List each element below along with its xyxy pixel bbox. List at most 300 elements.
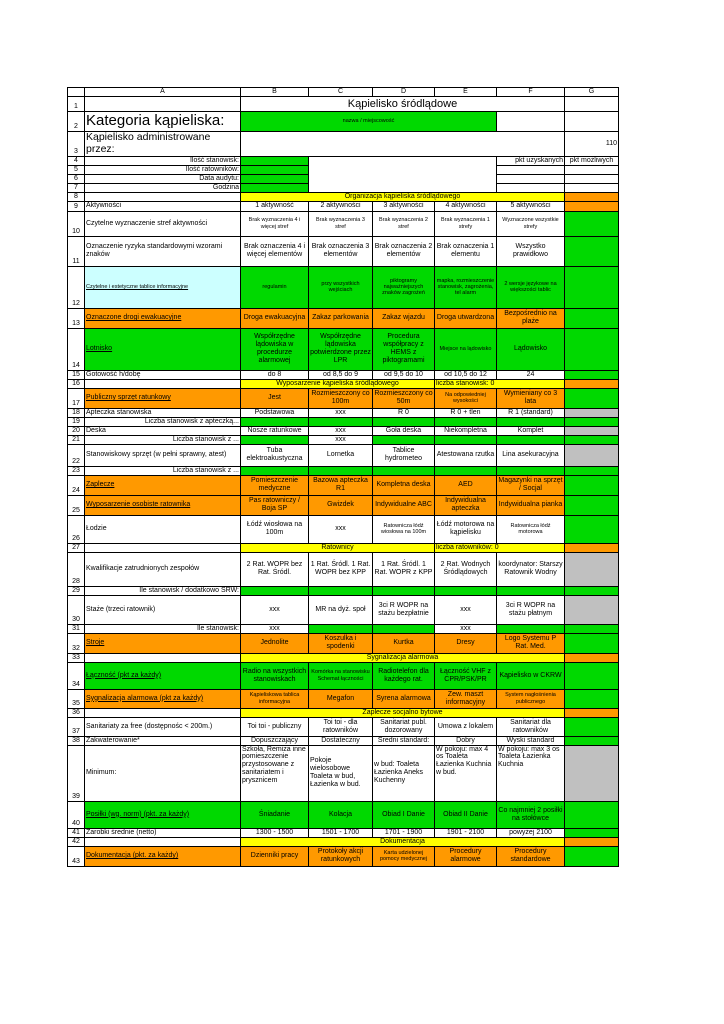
count-label[interactable]: Liczba stanowisk z apteczką...	[85, 417, 241, 426]
option-cell[interactable]: Toi toi - publiczny	[241, 717, 309, 736]
col-header-f[interactable]: F	[497, 88, 565, 97]
option-cell[interactable]: Łódź motorowa na kąpielisku	[435, 515, 497, 543]
option-cell[interactable]: 1300 - 1500	[241, 828, 309, 837]
score-cell[interactable]	[565, 624, 619, 633]
row-number[interactable]: 12	[68, 266, 85, 308]
cell-a36[interactable]	[85, 708, 241, 717]
criterion-label[interactable]: Sygnalizacja alarmowa (pkt za każdy)	[85, 689, 241, 708]
option-cell[interactable]: Protokoły akcji ratunkowych	[309, 846, 373, 866]
row-number[interactable]: 21	[68, 435, 85, 444]
row-number[interactable]: 32	[68, 633, 85, 653]
row-number[interactable]: 14	[68, 328, 85, 370]
option-cell[interactable]: Nosze ratunkowe	[241, 426, 309, 435]
lifeguards-count[interactable]: liczba ratowników: 0	[435, 543, 565, 552]
points-possible-label[interactable]: pkt możliwych	[565, 156, 619, 165]
option-cell[interactable]: koordynator: Starszy Ratownik Wodny	[497, 552, 565, 586]
option-cell[interactable]: Lądowisko	[497, 328, 565, 370]
row-number[interactable]: 38	[68, 736, 85, 745]
row-number[interactable]: 39	[68, 745, 85, 801]
option-cell[interactable]: xxx	[309, 435, 373, 444]
option-cell[interactable]: Komplet	[497, 426, 565, 435]
option-cell[interactable]: Kolacja	[309, 801, 373, 828]
name-location-input[interactable]: nazwa / miejscowość	[241, 112, 497, 132]
option-cell[interactable]: Współrzędne lądowiska potwierdzone przez LPR	[309, 328, 373, 370]
option-cell[interactable]: Radiotelefon dla każdego rat.	[373, 662, 435, 689]
cell-f5[interactable]	[497, 165, 565, 174]
option-cell[interactable]: Brak oznaczenia 1 elementu	[435, 236, 497, 266]
option-cell[interactable]: Szkoła, Remiza inne pomieszczenie przystosowane z sanitariatem i prysznicem	[241, 745, 309, 801]
option-cell[interactable]: Kąpielisko w CKRW	[497, 662, 565, 689]
option-cell[interactable]: Kurtka	[373, 633, 435, 653]
corner-cell[interactable]	[68, 88, 85, 97]
option-cell[interactable]: Kąpieliskowa tablica informacyjna	[241, 689, 309, 708]
option-cell[interactable]: xxx	[241, 624, 309, 633]
option-cell[interactable]: Co najmniej 2 posiłki na stołówce	[497, 801, 565, 828]
option-cell[interactable]: Kompletna deska	[373, 475, 435, 495]
score-cell[interactable]	[565, 586, 619, 595]
score-cell[interactable]	[565, 379, 619, 388]
option-cell[interactable]: Procedura współpracy z HEMS z piktogramami	[373, 328, 435, 370]
option-cell[interactable]: Na odpowiedniej wysokości	[435, 388, 497, 408]
score-cell[interactable]	[565, 435, 619, 444]
cell-g2[interactable]	[565, 112, 619, 132]
option-cell[interactable]: Pomieszczenie medyczne	[241, 475, 309, 495]
option-cell[interactable]: Śniadanie	[241, 801, 309, 828]
row-number[interactable]: 11	[68, 236, 85, 266]
criterion-label[interactable]: Czytelne wyznaczenie stref aktywności	[85, 211, 241, 236]
section-header[interactable]: Ratownicy	[241, 543, 435, 552]
count-input[interactable]	[241, 435, 309, 444]
option-cell[interactable]: Logo Systemu P Rat. Med.	[497, 633, 565, 653]
count-input[interactable]	[497, 586, 565, 595]
option-cell[interactable]: Brak oznaczenia 2 elementów	[373, 236, 435, 266]
stations-count[interactable]: liczba stanowisk: 0	[435, 379, 565, 388]
option-cell[interactable]: 24	[497, 370, 565, 379]
option-cell[interactable]: piktogramy najważniejszych znaków zagrożeń	[373, 266, 435, 308]
criterion-label[interactable]: Lotnisko	[85, 328, 241, 370]
score-cell[interactable]	[565, 475, 619, 495]
col-header-g[interactable]: G	[565, 88, 619, 97]
cell-g7[interactable]	[565, 183, 619, 192]
criterion-label[interactable]: Apteczka stanowiska	[85, 408, 241, 417]
cell-g6[interactable]	[565, 174, 619, 183]
option-cell[interactable]: 5 aktywności	[497, 201, 565, 211]
count-label[interactable]: Ile stanowisk / dodatkowo SRW:	[85, 586, 241, 595]
option-cell[interactable]: 1701 - 1900	[373, 828, 435, 837]
option-cell[interactable]: Karta udzielonej pomocy medycznej	[373, 846, 435, 866]
option-cell[interactable]: Współrzędne lądowiska w procedurze alarmowej	[241, 328, 309, 370]
row-number[interactable]: 31	[68, 624, 85, 633]
option-cell[interactable]: Rozmieszczony co 50m	[373, 388, 435, 408]
lifeguards-input[interactable]	[241, 165, 309, 174]
row-number[interactable]: 8	[68, 192, 85, 201]
criterion-label[interactable]: Dokumentacja (pkt. za każdy)	[85, 846, 241, 866]
option-cell[interactable]: xxx	[435, 595, 497, 624]
option-cell[interactable]: Goła deska	[373, 426, 435, 435]
col-header-e[interactable]: E	[435, 88, 497, 97]
row-number[interactable]: 41	[68, 828, 85, 837]
score-cell[interactable]	[565, 388, 619, 408]
option-cell[interactable]: Średni standard:	[373, 736, 435, 745]
count-input[interactable]	[497, 417, 565, 426]
criterion-label[interactable]: Posiłki (wg. norm) (pkt. za każdy)	[85, 801, 241, 828]
option-cell[interactable]: AED	[435, 475, 497, 495]
option-cell[interactable]: 4 aktywności	[435, 201, 497, 211]
cell-a1[interactable]	[85, 97, 241, 112]
criterion-label[interactable]: Oznaczone drogi ewakuacyjne	[85, 308, 241, 328]
option-cell[interactable]: Obiad II Danie	[435, 801, 497, 828]
option-cell[interactable]: Pas ratowniczy / Boja SP	[241, 495, 309, 515]
count-input[interactable]	[373, 466, 435, 475]
option-cell[interactable]: Tuba elektroakustyczna	[241, 444, 309, 466]
option-cell[interactable]: od 9,5 do 10	[373, 370, 435, 379]
row-number[interactable]: 24	[68, 475, 85, 495]
count-input[interactable]	[309, 624, 373, 633]
count-input[interactable]	[435, 417, 497, 426]
criterion-label[interactable]: Deska	[85, 426, 241, 435]
option-cell[interactable]: Wszystko prawidłowo	[497, 236, 565, 266]
count-label[interactable]: Liczba stanowisk z ...	[85, 435, 241, 444]
criterion-label[interactable]: Łączność (pkt za każdy)	[85, 662, 241, 689]
option-cell[interactable]: od 10,5 do 12	[435, 370, 497, 379]
row-number[interactable]: 29	[68, 586, 85, 595]
row-number[interactable]: 22	[68, 444, 85, 466]
criterion-label[interactable]: Gotowość h/dobę	[85, 370, 241, 379]
cell-a42[interactable]	[85, 837, 241, 846]
option-cell[interactable]: System nagłośnienia publicznego	[497, 689, 565, 708]
count-input[interactable]	[241, 466, 309, 475]
option-cell[interactable]: 3ci R WOPR na stażu płatnym	[497, 595, 565, 624]
option-cell[interactable]: Brak wyznaczenia 3 stref	[309, 211, 373, 236]
option-cell[interactable]: 3ci R WOPR na stażu bezpłatnie	[373, 595, 435, 624]
row-number[interactable]: 18	[68, 408, 85, 417]
option-cell[interactable]: Procedury standardowe	[497, 846, 565, 866]
option-cell[interactable]: od 8,5 do 9	[309, 370, 373, 379]
score-cell[interactable]	[565, 308, 619, 328]
criterion-label[interactable]: Kwalifikacje zatrudnionych zespołów	[85, 552, 241, 586]
option-cell[interactable]: xxx	[309, 515, 373, 543]
option-cell[interactable]: do 8	[241, 370, 309, 379]
option-cell[interactable]: 1501 - 1700	[309, 828, 373, 837]
count-input[interactable]	[241, 586, 309, 595]
score-cell[interactable]	[565, 801, 619, 828]
option-cell[interactable]: Dobry	[435, 736, 497, 745]
option-cell[interactable]: Łódź wiosłowa na 100m	[241, 515, 309, 543]
col-header-b[interactable]: B	[241, 88, 309, 97]
option-cell[interactable]: Lina asekuracyjna	[497, 444, 565, 466]
option-cell[interactable]: przy wszystkich wejściach	[309, 266, 373, 308]
score-cell[interactable]	[565, 426, 619, 435]
option-cell[interactable]: Tablice hydrometeo	[373, 444, 435, 466]
col-header-d[interactable]: D	[373, 88, 435, 97]
row-number[interactable]: 7	[68, 183, 85, 192]
option-cell[interactable]: Zakaz wjazdu	[373, 308, 435, 328]
count-input[interactable]	[497, 624, 565, 633]
criterion-label[interactable]: Staże (trzeci ratownik)	[85, 595, 241, 624]
option-cell[interactable]: Wymieniany co 3 lata	[497, 388, 565, 408]
cell-a8[interactable]	[85, 192, 241, 201]
option-cell[interactable]: R 0	[373, 408, 435, 417]
count-input[interactable]	[373, 586, 435, 595]
option-cell[interactable]: Bazowa apteczka R1	[309, 475, 373, 495]
count-input[interactable]	[435, 586, 497, 595]
option-cell[interactable]: Sanitariat publ. dozorowany	[373, 717, 435, 736]
cell-a33[interactable]	[85, 653, 241, 662]
row-number[interactable]: 9	[68, 201, 85, 211]
score-cell[interactable]	[565, 736, 619, 745]
option-cell[interactable]: Zew. maszt informacyjny	[435, 689, 497, 708]
criterion-label[interactable]: Sanitariaty za free (dostępnośc < 200m.)	[85, 717, 241, 736]
option-cell[interactable]: Bezpośrednio na plaże	[497, 308, 565, 328]
sheet-title[interactable]: Kąpielisko śródlądowe	[241, 97, 565, 112]
option-cell[interactable]: R 1 (standard)	[497, 408, 565, 417]
row-number[interactable]: 23	[68, 466, 85, 475]
option-cell[interactable]: Umowa z lokalem	[435, 717, 497, 736]
criterion-label[interactable]: Aktywności	[85, 201, 241, 211]
score-cell[interactable]	[565, 370, 619, 379]
option-cell[interactable]: Megafon	[309, 689, 373, 708]
score-cell[interactable]	[565, 846, 619, 866]
option-cell[interactable]: Lornetka	[309, 444, 373, 466]
row-number[interactable]: 17	[68, 388, 85, 408]
row-number[interactable]: 40	[68, 801, 85, 828]
criterion-label[interactable]: Zarobki średnie (netto)	[85, 828, 241, 837]
row-number[interactable]: 4	[68, 156, 85, 165]
option-cell[interactable]: MR na dyż. społ	[309, 595, 373, 624]
category-label[interactable]: Kategoria kąpieliska:	[85, 112, 241, 132]
count-label[interactable]: Ile stanowisk:	[85, 624, 241, 633]
option-cell[interactable]: Dresy	[435, 633, 497, 653]
score-cell[interactable]	[565, 444, 619, 466]
count-input[interactable]	[241, 417, 309, 426]
score-cell[interactable]	[565, 653, 619, 662]
section-header[interactable]: Wyposarzenie kąpieliska śródlądowego	[241, 379, 435, 388]
row-number[interactable]: 15	[68, 370, 85, 379]
option-cell[interactable]: Łączność VHF z CPR/PSK/PR	[435, 662, 497, 689]
option-cell[interactable]: Koszulka i spodenki	[309, 633, 373, 653]
option-cell[interactable]: Dostateczny	[309, 736, 373, 745]
row-number[interactable]: 5	[68, 165, 85, 174]
criterion-label[interactable]: Oznaczenie ryzyka standardowymi wzorami znaków	[85, 236, 241, 266]
cell-a27[interactable]	[85, 543, 241, 552]
option-cell[interactable]: xxx	[435, 624, 497, 633]
max-points-value[interactable]: 110	[565, 132, 619, 157]
score-cell[interactable]	[565, 543, 619, 552]
score-cell[interactable]	[565, 266, 619, 308]
audit-date-label[interactable]: Data audytu:	[85, 174, 241, 183]
option-cell[interactable]: xxx	[309, 426, 373, 435]
score-cell[interactable]	[565, 515, 619, 543]
option-cell[interactable]: Obiad I Danie	[373, 801, 435, 828]
option-cell[interactable]: Ratownicza łódź motorowa	[497, 515, 565, 543]
criterion-label[interactable]: Wyposarzenie osobiste ratownika	[85, 495, 241, 515]
option-cell[interactable]: 1 Rat. Śródl. 1 Rat. WOPR z KPP	[373, 552, 435, 586]
option-cell[interactable]: Brak wyznaczenia 2 stref	[373, 211, 435, 236]
score-cell[interactable]	[565, 236, 619, 266]
option-cell[interactable]: Indywidualna pianka	[497, 495, 565, 515]
option-cell[interactable]: Miejsce na lądowisko	[435, 328, 497, 370]
row-number[interactable]: 1	[68, 97, 85, 112]
count-input[interactable]	[309, 417, 373, 426]
option-cell[interactable]: 3 aktywności	[373, 201, 435, 211]
col-header-c[interactable]: C	[309, 88, 373, 97]
score-cell[interactable]	[565, 192, 619, 201]
option-cell[interactable]: Pokoje wielosobowe Toaleta w bud, Łazienka w bud.	[309, 745, 373, 801]
option-cell[interactable]: Wyznaczone wszystkie strefy	[497, 211, 565, 236]
option-cell[interactable]: 1 aktywność	[241, 201, 309, 211]
criterion-label[interactable]: Stroje	[85, 633, 241, 653]
option-cell[interactable]: Wyski standard	[497, 736, 565, 745]
option-cell[interactable]: Niekompletna	[435, 426, 497, 435]
score-cell[interactable]	[565, 466, 619, 475]
cell-g5[interactable]	[565, 165, 619, 174]
row-number[interactable]: 20	[68, 426, 85, 435]
row-number[interactable]: 36	[68, 708, 85, 717]
row-number[interactable]: 33	[68, 653, 85, 662]
count-input[interactable]	[373, 624, 435, 633]
option-cell[interactable]: Zakaz parkowania	[309, 308, 373, 328]
row-number[interactable]: 10	[68, 211, 85, 236]
count-input[interactable]	[497, 466, 565, 475]
score-cell[interactable]	[565, 708, 619, 717]
row-number[interactable]: 34	[68, 662, 85, 689]
option-cell[interactable]: Brak wyznaczenia 4 i więcej stref	[241, 211, 309, 236]
score-cell[interactable]	[565, 717, 619, 736]
score-cell[interactable]	[565, 211, 619, 236]
option-cell[interactable]: 2 aktywności	[309, 201, 373, 211]
option-cell[interactable]: Magazynki na sprzęt / Socjal	[497, 475, 565, 495]
score-cell[interactable]	[565, 201, 619, 211]
count-input[interactable]	[497, 435, 565, 444]
count-input[interactable]	[309, 586, 373, 595]
lifeguards-label[interactable]: Ilość ratowników:	[85, 165, 241, 174]
row-number[interactable]: 43	[68, 846, 85, 866]
option-cell[interactable]: W pokoju: max 3 os Toaleta Łazienka Kuchnia	[497, 745, 565, 801]
option-cell[interactable]: Atestowana rzutka	[435, 444, 497, 466]
option-cell[interactable]: Komórka na stanowisku Schemat łączności	[309, 662, 373, 689]
cell-a16[interactable]	[85, 379, 241, 388]
option-cell[interactable]: 1 Rat. Śródl. 1 Rat. WOPR bez KPP	[309, 552, 373, 586]
criterion-label[interactable]: Publiczny sprzęt ratunkowy	[85, 388, 241, 408]
points-earned-label[interactable]: pkt uzyskanych	[497, 156, 565, 165]
option-cell[interactable]: Dopuszczający	[241, 736, 309, 745]
option-cell[interactable]: Droga utwardzona	[435, 308, 497, 328]
option-cell[interactable]: Indywidualna apteczka	[435, 495, 497, 515]
option-cell[interactable]: Jednolite	[241, 633, 309, 653]
option-cell[interactable]: regulamin	[241, 266, 309, 308]
option-cell[interactable]: Gwizdek	[309, 495, 373, 515]
criterion-label[interactable]: Zakwaterowanie*	[85, 736, 241, 745]
score-cell[interactable]	[565, 633, 619, 653]
section-header[interactable]: Zaplecze socjalno bytowe	[241, 708, 565, 717]
score-cell[interactable]	[565, 745, 619, 801]
option-cell[interactable]: 2 Rat. Wodnych Śródlądowych	[435, 552, 497, 586]
option-cell[interactable]: R 0 + tlen	[435, 408, 497, 417]
score-cell[interactable]	[565, 552, 619, 586]
count-input[interactable]	[435, 466, 497, 475]
option-cell[interactable]: Podstawowa	[241, 408, 309, 417]
count-label[interactable]: Liczba stanowisk z ...	[85, 466, 241, 475]
option-cell[interactable]: Droga ewakuacyjna	[241, 308, 309, 328]
option-cell[interactable]: Rozmieszczony co 100m	[309, 388, 373, 408]
option-cell[interactable]: Brak wyznaczenia 1 strefy	[435, 211, 497, 236]
score-cell[interactable]	[565, 689, 619, 708]
row-number[interactable]: 30	[68, 595, 85, 624]
option-cell[interactable]: xxx	[309, 408, 373, 417]
col-header-a[interactable]: A	[85, 88, 241, 97]
cell-g1[interactable]	[565, 97, 619, 112]
hour-label[interactable]: Godzina	[85, 183, 241, 192]
option-cell[interactable]: Indywidualne ABC	[373, 495, 435, 515]
option-cell[interactable]: mapka, rozmieszczenie stanowisk, zagrożenia, tel alarm	[435, 266, 497, 308]
option-cell[interactable]: 2 Rat. WOPR bez Rat. Śródl.	[241, 552, 309, 586]
cell-f7[interactable]	[497, 183, 565, 192]
criterion-label[interactable]: Czytelne i estetyczne tablice informacyjne	[85, 266, 241, 308]
criterion-label[interactable]: Łodzie	[85, 515, 241, 543]
administrator-label[interactable]: Kąpielisko administrowane przez:	[85, 132, 241, 157]
option-cell[interactable]: Toi toi - dla ratowników	[309, 717, 373, 736]
row-number[interactable]: 19	[68, 417, 85, 426]
row-number[interactable]: 26	[68, 515, 85, 543]
row-number[interactable]: 37	[68, 717, 85, 736]
score-cell[interactable]	[565, 495, 619, 515]
stations-input[interactable]	[241, 156, 309, 165]
cell-f2[interactable]	[497, 112, 565, 132]
option-cell[interactable]: Sanitariat dla ratowników	[497, 717, 565, 736]
row-number[interactable]: 3	[68, 132, 85, 157]
option-cell[interactable]: 1901 - 2100	[435, 828, 497, 837]
row-number[interactable]: 28	[68, 552, 85, 586]
option-cell[interactable]: Dzienniki pracy	[241, 846, 309, 866]
count-input[interactable]	[309, 466, 373, 475]
option-cell[interactable]: Ratownicza łódź wiosłowa na 100m	[373, 515, 435, 543]
score-cell[interactable]	[565, 328, 619, 370]
row-number[interactable]: 42	[68, 837, 85, 846]
option-cell[interactable]: Brak oznaczenia 3 elementów	[309, 236, 373, 266]
audit-date-input[interactable]	[241, 174, 309, 183]
administrator-value[interactable]	[241, 132, 565, 157]
criterion-label[interactable]: Minimum:	[85, 745, 241, 801]
section-header[interactable]: Organizacja kąpieliska śródlądowego	[241, 192, 565, 201]
score-cell[interactable]	[565, 595, 619, 624]
criterion-label[interactable]: Stanowiskowy sprzęt (w pełni sprawny, atest)	[85, 444, 241, 466]
row-number[interactable]: 16	[68, 379, 85, 388]
count-input[interactable]	[373, 435, 435, 444]
option-cell[interactable]: Syrena alarmowa	[373, 689, 435, 708]
section-header[interactable]: Sygnalizacja alarmowa	[241, 653, 565, 662]
row-number[interactable]: 25	[68, 495, 85, 515]
stations-label[interactable]: Ilość stanowisk:	[85, 156, 241, 165]
option-cell[interactable]: W pokoju: max 4 os Toaleta Łazienka Kuchnia w bud.	[435, 745, 497, 801]
criterion-label[interactable]: Zaplecze	[85, 475, 241, 495]
cell-f6[interactable]	[497, 174, 565, 183]
option-cell[interactable]: Radio na wszystkich stanowiskach	[241, 662, 309, 689]
row-number[interactable]: 13	[68, 308, 85, 328]
row-number[interactable]: 35	[68, 689, 85, 708]
score-cell[interactable]	[565, 828, 619, 837]
count-input[interactable]	[373, 417, 435, 426]
option-cell[interactable]: w bud: Toaleta Łazienka Aneks Kuchenny	[373, 745, 435, 801]
option-cell[interactable]: 2 wersje językowe na większości tablic	[497, 266, 565, 308]
row-number[interactable]: 27	[68, 543, 85, 552]
score-cell[interactable]	[565, 837, 619, 846]
row-number[interactable]: 2	[68, 112, 85, 132]
score-cell[interactable]	[565, 662, 619, 689]
option-cell[interactable]: powyżej 2100	[497, 828, 565, 837]
option-cell[interactable]: Brak oznaczenia 4 i więcej elementów	[241, 236, 309, 266]
score-cell[interactable]	[565, 408, 619, 417]
row-number[interactable]: 6	[68, 174, 85, 183]
